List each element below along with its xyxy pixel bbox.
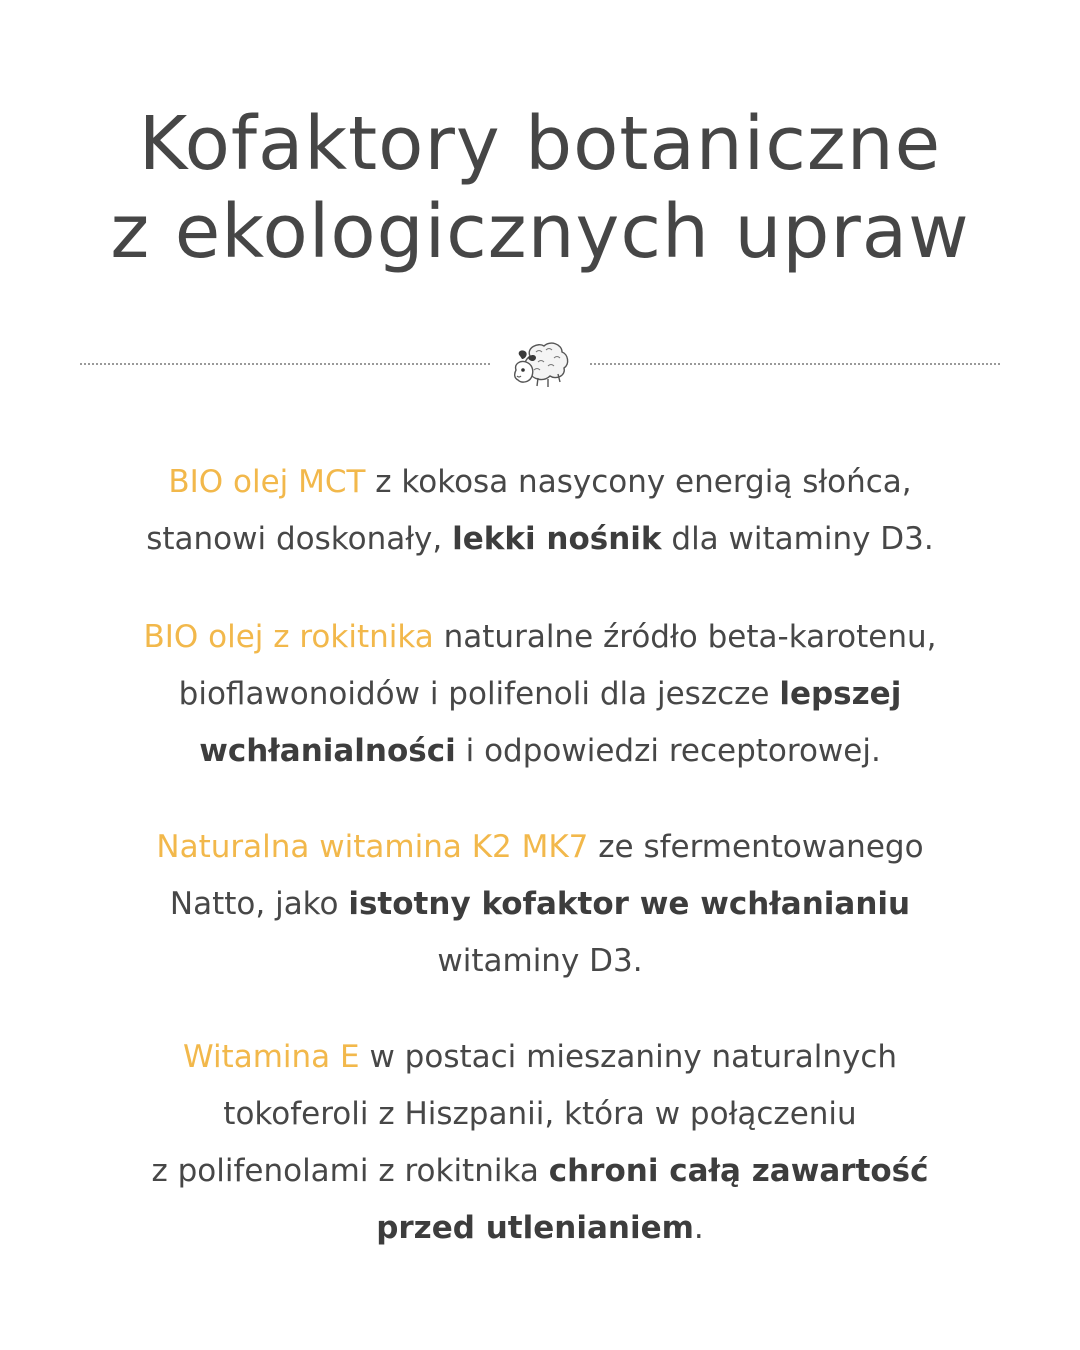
title-line-2: z ekologicznych upraw — [110, 189, 970, 275]
text-fragment: witaminy D3. — [437, 943, 643, 979]
bold-protects-content: chroni całą zawartość — [548, 1153, 929, 1189]
highlight-sea-buckthorn-oil: BIO olej z rokitnika — [143, 619, 434, 655]
ornamental-divider — [80, 336, 1000, 392]
bold-oxidation: przed utlenianiem — [376, 1210, 694, 1246]
highlight-mct-oil: BIO olej MCT — [168, 464, 366, 500]
text-fragment: z polifenolami z rokitnika — [151, 1153, 549, 1189]
text-fragment: tokoferoli z Hiszpanii, która w połączeniu — [223, 1096, 857, 1132]
divider-line-left — [80, 363, 490, 365]
title-line-1: Kofaktory botaniczne — [138, 101, 942, 187]
bold-light-carrier: lekki nośnik — [452, 521, 662, 557]
text-fragment: naturalne źródło beta-karotenu, — [433, 619, 937, 655]
paragraph-mct-oil — [60, 454, 1020, 568]
bold-cofactor: istotny kofaktor we wchłanianiu — [348, 886, 911, 922]
bold-absorbability: wchłanialności — [199, 733, 456, 769]
highlight-vitamin-k2: Naturalna witamina K2 MK7 — [156, 829, 589, 865]
text-fragment: ze sfermentowanego — [588, 829, 924, 865]
bold-better: lepszej — [779, 676, 902, 712]
page-title — [0, 100, 1080, 276]
text-fragment: dla witaminy D3. — [661, 521, 934, 557]
paragraph-vitamin-e — [60, 1029, 1020, 1257]
text-fragment: stanowi doskonały, — [146, 521, 453, 557]
text-fragment: Natto, jako — [169, 886, 349, 922]
text-fragment: bioflawonoidów i polifenoli dla jeszcze — [178, 676, 780, 712]
paragraph-vitamin-k2 — [60, 819, 1020, 990]
text-fragment: i odpowiedzi receptorowej. — [455, 733, 881, 769]
text-fragment: z kokosa nasycony energią słońca, — [365, 464, 912, 500]
divider-line-right — [590, 363, 1000, 365]
paragraph-sea-buckthorn-oil — [60, 609, 1020, 780]
text-fragment: w postaci mieszaniny naturalnych — [359, 1039, 898, 1075]
highlight-vitamin-e: Witamina E — [182, 1039, 360, 1075]
animal-emblem-icon — [508, 336, 572, 392]
text-fragment: . — [693, 1210, 704, 1246]
